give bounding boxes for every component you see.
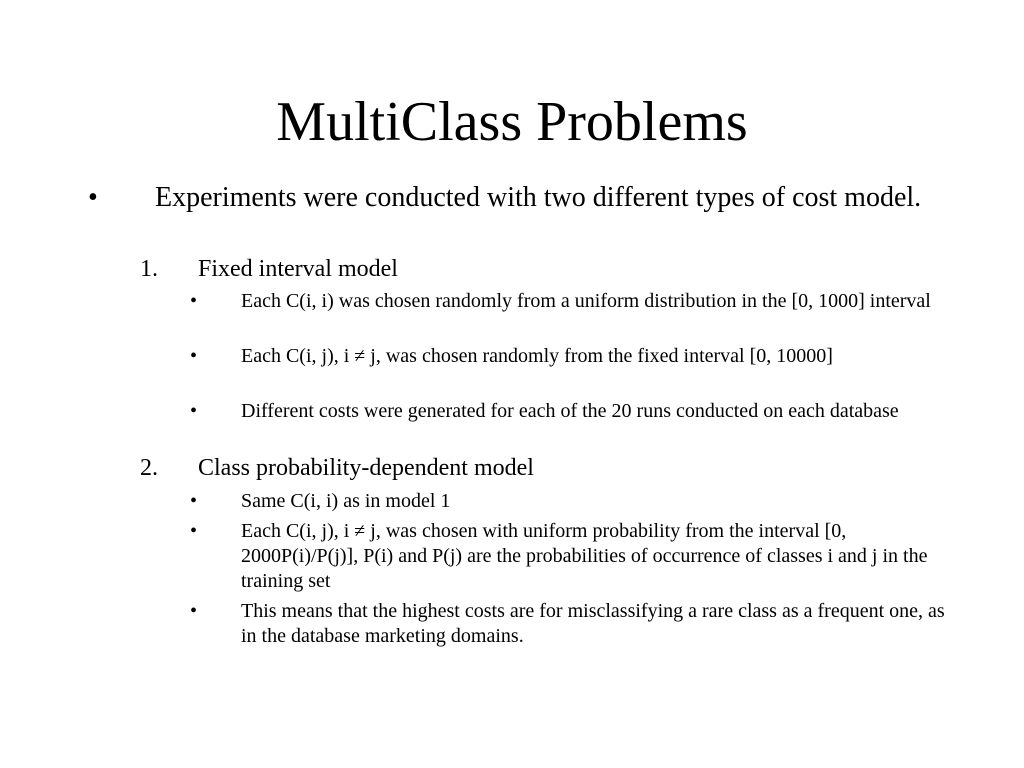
bullet-marker: • bbox=[190, 290, 198, 312]
bullet-marker: • bbox=[88, 182, 98, 213]
intro-text: Experiments were conducted with two different types of cost model. bbox=[155, 182, 922, 213]
model-2-number: 2. bbox=[140, 455, 158, 481]
model-1-label: Fixed interval model bbox=[198, 256, 398, 282]
bullet-marker: • bbox=[190, 345, 198, 367]
bullet-marker: • bbox=[190, 490, 198, 512]
model-2-label: Class probability-dependent model bbox=[198, 455, 534, 481]
slide-title: MultiClass Problems bbox=[276, 91, 748, 153]
point-text: Same C(i, i) as in model 1 bbox=[241, 490, 451, 512]
bullet-marker: • bbox=[190, 400, 198, 422]
point-text: Different costs were generated for each of the 20 runs conducted on each database bbox=[241, 400, 899, 422]
bullet-marker: • bbox=[190, 520, 198, 542]
model-1-number: 1. bbox=[140, 256, 158, 282]
point-text: This means that the highest costs are for misclassifying a rare class as a frequent one, as in the database marketing domains. bbox=[241, 600, 945, 647]
bullet-marker: • bbox=[190, 600, 198, 622]
point-text: Each C(i, i) was chosen randomly from a uniform distribution in the [0, 1000] interval bbox=[241, 290, 931, 312]
point-text: Each C(i, j), i ≠ j, was chosen with uniform probability from the interval [0, 2000P(i)/P(j)], P(i) and P(j) are the probabilities of occurrence of classes i and j in the training set bbox=[241, 520, 928, 592]
point-text: Each C(i, j), i ≠ j, was chosen randomly from the fixed interval [0, 10000] bbox=[241, 345, 833, 367]
